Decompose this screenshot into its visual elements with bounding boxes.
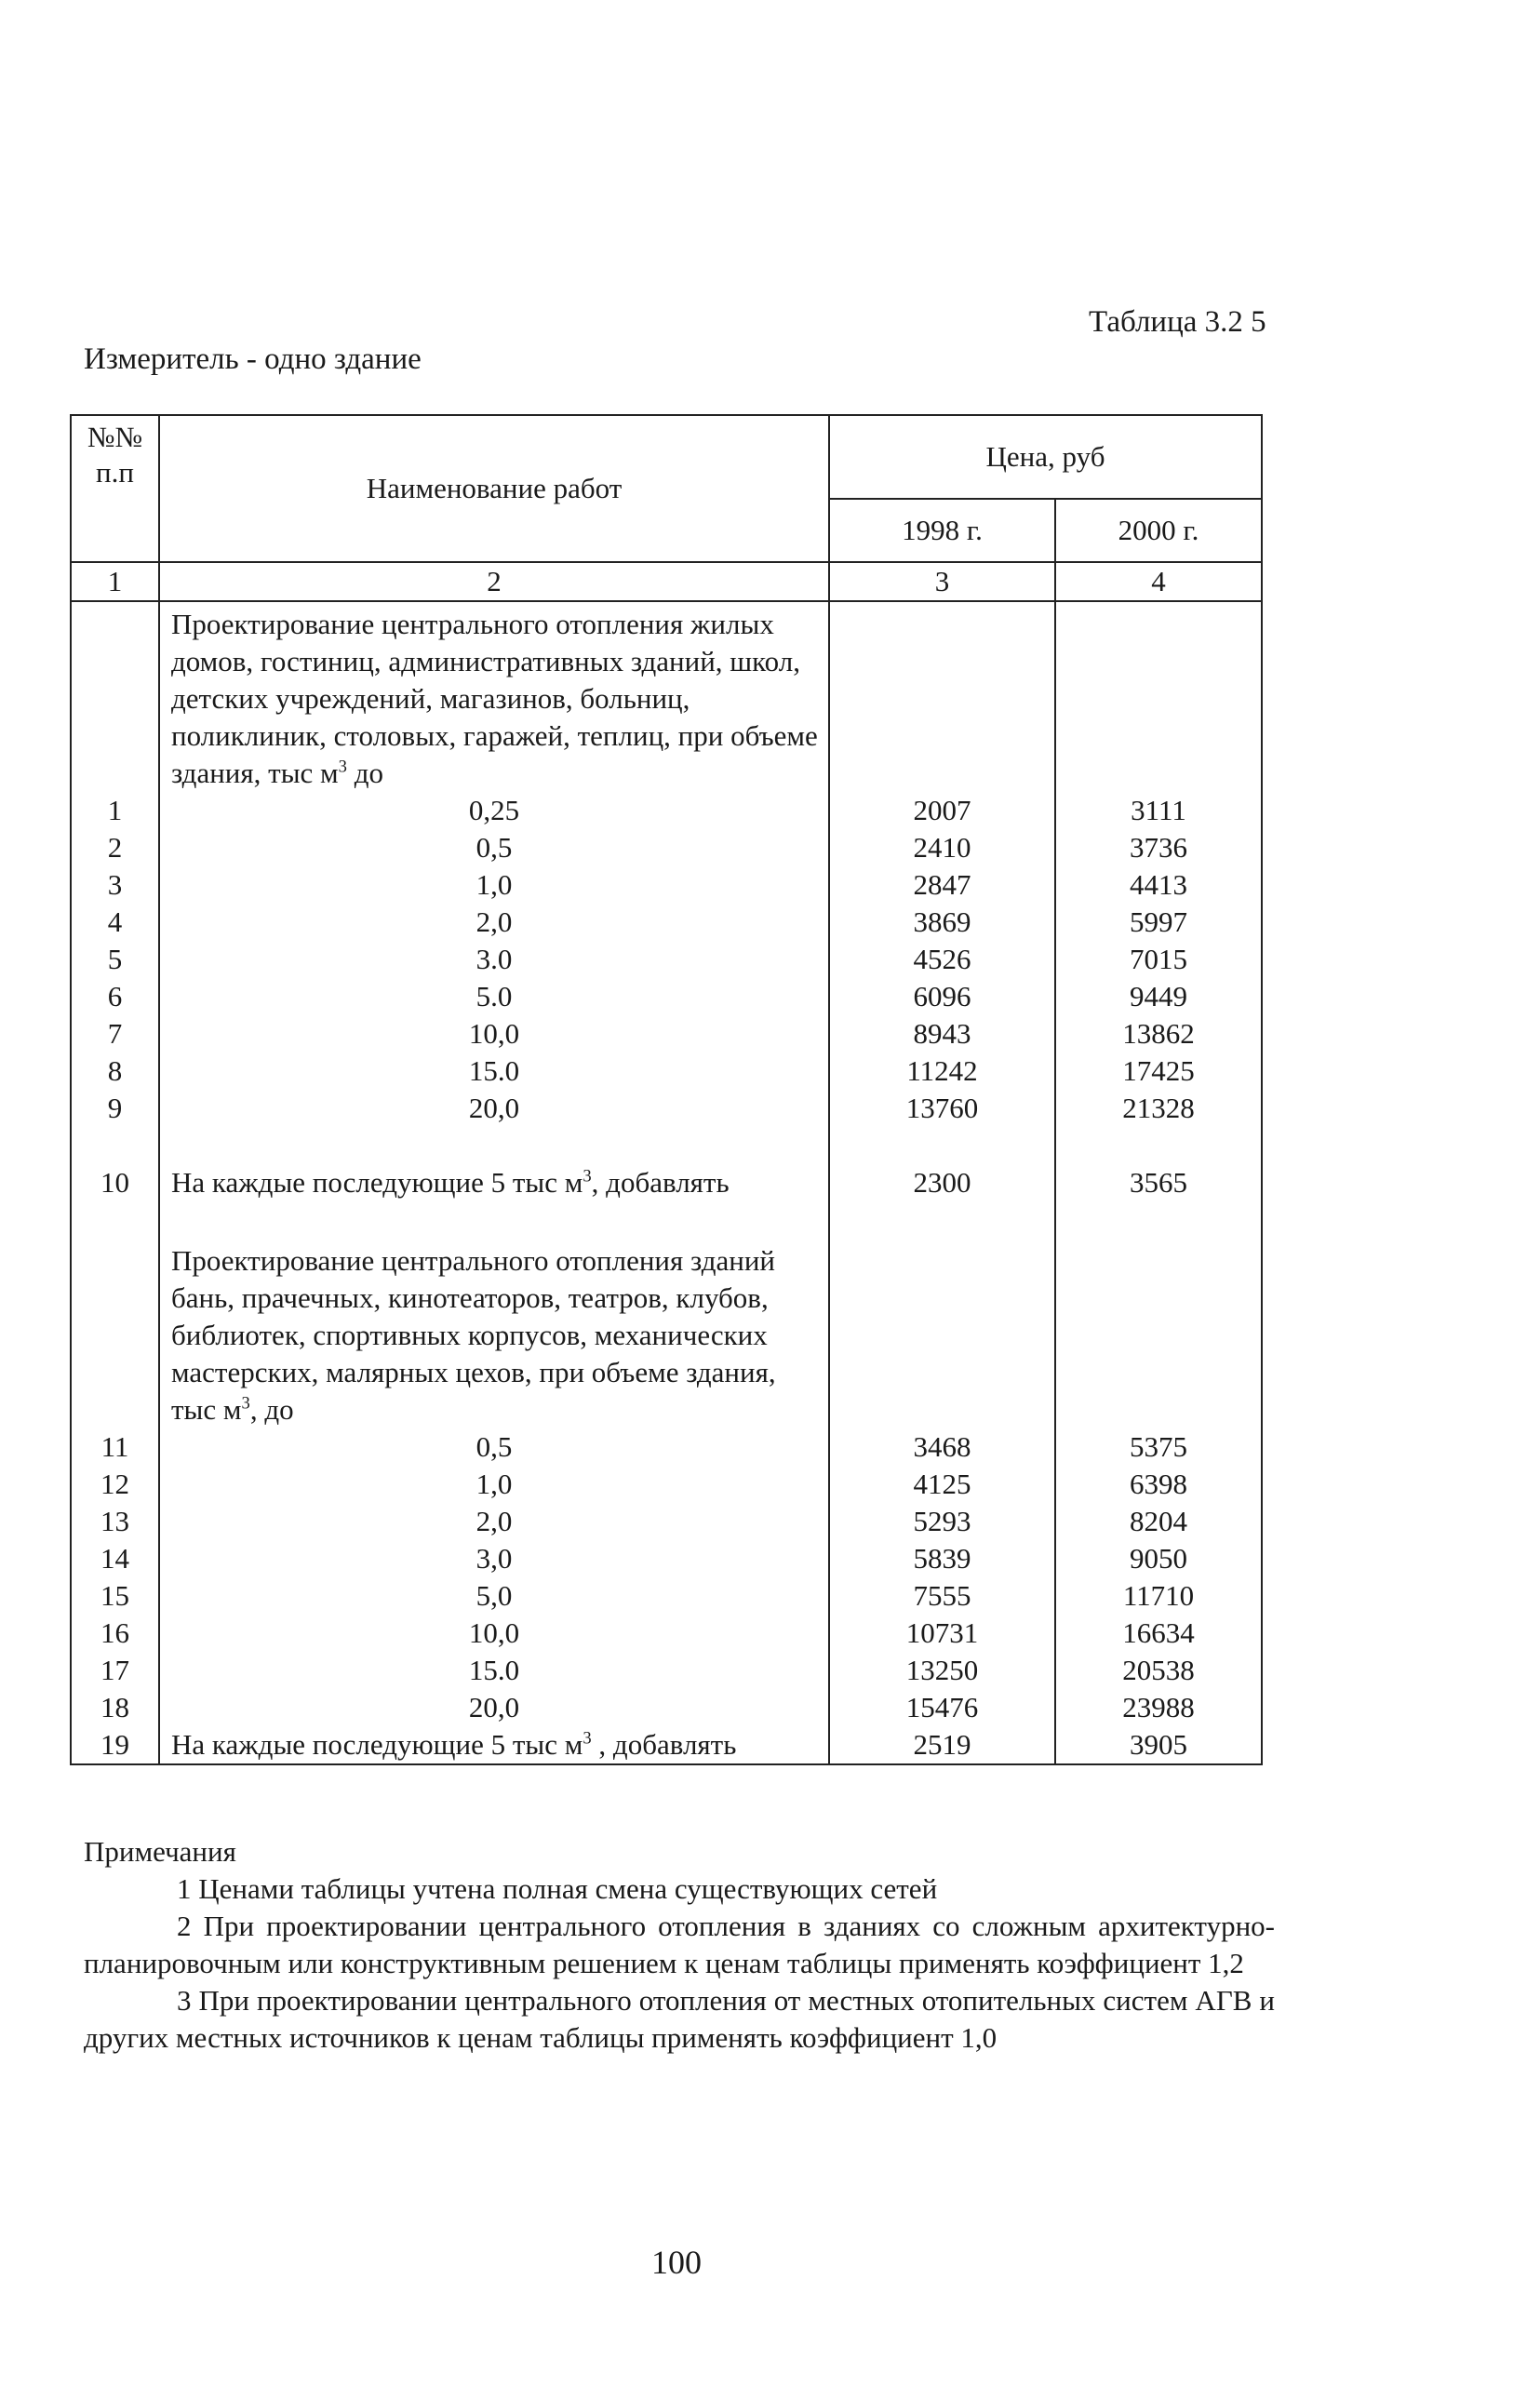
table-row [71, 1503, 1262, 1540]
price-2000: 8204 [1055, 1503, 1262, 1540]
row-volume: 0,5 [159, 1428, 829, 1466]
price-table [70, 414, 1263, 1765]
row-volume: 3.0 [159, 941, 829, 978]
header-year-1998: 1998 г. [829, 499, 1055, 562]
row-number: 5 [71, 941, 159, 978]
row-number: 7 [71, 1015, 159, 1053]
row-volume: 15.0 [159, 1652, 829, 1689]
row-volume: 1,0 [159, 866, 829, 904]
price-1998: 2300 [829, 1164, 1055, 1201]
row-number: 6 [71, 978, 159, 1015]
price-1998: 3869 [829, 904, 1055, 941]
price-2000: 9449 [1055, 978, 1262, 1015]
price-1998: 4125 [829, 1466, 1055, 1503]
header-price: Цена, руб [829, 415, 1262, 499]
row-number: 1 [71, 792, 159, 829]
row-number: 2 [71, 829, 159, 866]
table-row [71, 1090, 1262, 1127]
row-volume: 10,0 [159, 1015, 829, 1053]
table-number: Таблица 3.2 5 [1089, 305, 1266, 339]
group-1-description-row [71, 601, 1262, 792]
price-1998: 3468 [829, 1428, 1055, 1466]
price-2000: 5375 [1055, 1428, 1262, 1466]
price-1998: 2519 [829, 1726, 1055, 1764]
price-1998: 10731 [829, 1615, 1055, 1652]
price-1998: 13250 [829, 1652, 1055, 1689]
price-1998: 5293 [829, 1503, 1055, 1540]
table-row [71, 1652, 1262, 1689]
price-1998: 15476 [829, 1689, 1055, 1726]
price-2000: 21328 [1055, 1090, 1262, 1127]
price-2000: 13862 [1055, 1015, 1262, 1053]
row-volume: 3,0 [159, 1540, 829, 1577]
price-2000: 3565 [1055, 1164, 1262, 1201]
note-item: 1 Ценами таблицы учтена полная смена существующих сетей [177, 1872, 938, 1905]
column-number-row [71, 562, 1262, 601]
table-row [71, 1726, 1262, 1764]
table-row [71, 978, 1262, 1015]
group-1-description: Проектирование центрального отопления жилых домов, гостиниц, административных зданий, школ, детских учреждений, магазинов, больниц, поликлиник, столовых, гаражей, теплиц, при объеме здания, тыс $м^3$ до [159, 601, 829, 792]
row-volume: 2,0 [159, 1503, 829, 1540]
price-1998: 2410 [829, 829, 1055, 866]
measure-unit-label: Измеритель - одно здание [84, 342, 422, 376]
row-volume: 1,0 [159, 1466, 829, 1503]
column-number: 1 [71, 562, 159, 601]
row-number: 10 [71, 1164, 159, 1201]
row-volume: 15.0 [159, 1053, 829, 1090]
row-volume: 20,0 [159, 1090, 829, 1127]
table-row [71, 1428, 1262, 1466]
row-number: 11 [71, 1428, 159, 1466]
header-name: Наименование работ [159, 415, 829, 562]
row-number: 15 [71, 1577, 159, 1615]
price-2000: 23988 [1055, 1689, 1262, 1726]
column-number: 2 [159, 562, 829, 601]
row-number: 3 [71, 866, 159, 904]
table-row [71, 1577, 1262, 1615]
price-1998: 4526 [829, 941, 1055, 978]
price-2000: 4413 [1055, 866, 1262, 904]
price-1998: 11242 [829, 1053, 1055, 1090]
price-1998: 8943 [829, 1015, 1055, 1053]
price-2000: 17425 [1055, 1053, 1262, 1090]
row-number: 19 [71, 1726, 159, 1764]
row-name: На каждые последующие 5 тыс $м^3$, добавлять [159, 1164, 829, 1201]
note-item: 3 При проектировании центрального отопления от местных отопительных систем АГВ и других местных источников к ценам таблицы применять коэффициент 1,0 [84, 1984, 1275, 2054]
row-name: На каждые последующие 5 тыс $м^3$ , добавлять [159, 1726, 829, 1764]
price-1998: 2847 [829, 866, 1055, 904]
table-row [71, 1053, 1262, 1090]
price-2000: 20538 [1055, 1652, 1262, 1689]
notes-section [84, 1833, 1275, 2057]
note-item: 2 При проектировании центрального отопления в зданиях со сложным архитектурно-планировочным или конструктивным решением к ценам таблицы применять коэффициент 1,2 [84, 1910, 1275, 1979]
table-row [71, 1164, 1262, 1201]
price-1998: 7555 [829, 1577, 1055, 1615]
group-2-description-row [71, 1239, 1262, 1428]
page-number: 100 [651, 2244, 702, 2281]
table-row [71, 1540, 1262, 1577]
row-number: 16 [71, 1615, 159, 1652]
price-2000: 3905 [1055, 1726, 1262, 1764]
row-volume: 0,5 [159, 829, 829, 866]
row-number: 12 [71, 1466, 159, 1503]
row-number: 14 [71, 1540, 159, 1577]
notes-title: Примечания [84, 1835, 236, 1868]
row-number: 18 [71, 1689, 159, 1726]
table-row [71, 1689, 1262, 1726]
price-1998: 6096 [829, 978, 1055, 1015]
table-row [71, 904, 1262, 941]
price-2000: 7015 [1055, 941, 1262, 978]
group-2-description: Проектирование центрального отопления зданий бань, прачечных, кинотеаторов, театров, клубов, библиотек, спортивных корпусов, механических мастерских, малярных цехов, при объеме здания, тыс $м^3$, до [159, 1239, 829, 1428]
price-2000: 6398 [1055, 1466, 1262, 1503]
group-2-rows [71, 1428, 1262, 1726]
row-volume: 10,0 [159, 1615, 829, 1652]
price-1998: 2007 [829, 792, 1055, 829]
row-number: 9 [71, 1090, 159, 1127]
table-row [71, 1466, 1262, 1503]
table-row [71, 792, 1262, 829]
table-row [71, 941, 1262, 978]
price-2000: 3736 [1055, 829, 1262, 866]
price-2000: 3111 [1055, 792, 1262, 829]
table-row [71, 1015, 1262, 1053]
row-volume: 20,0 [159, 1689, 829, 1726]
row-volume: 0,25 [159, 792, 829, 829]
price-1998: 13760 [829, 1090, 1055, 1127]
row-volume: 5,0 [159, 1577, 829, 1615]
table-row [71, 829, 1262, 866]
table-row [71, 866, 1262, 904]
row-volume: 5.0 [159, 978, 829, 1015]
column-number: 4 [1055, 562, 1262, 601]
price-2000: 5997 [1055, 904, 1262, 941]
row-number: 13 [71, 1503, 159, 1540]
row-volume: 2,0 [159, 904, 829, 941]
price-1998: 5839 [829, 1540, 1055, 1577]
header-num: №№ п.п [71, 415, 159, 562]
column-number: 3 [829, 562, 1055, 601]
group-1-rows [71, 792, 1262, 1127]
row-number: 8 [71, 1053, 159, 1090]
header-year-2000: 2000 г. [1055, 499, 1262, 562]
price-2000: 16634 [1055, 1615, 1262, 1652]
table-row [71, 1615, 1262, 1652]
row-number: 17 [71, 1652, 159, 1689]
row-number: 4 [71, 904, 159, 941]
price-2000: 9050 [1055, 1540, 1262, 1577]
price-2000: 11710 [1055, 1577, 1262, 1615]
